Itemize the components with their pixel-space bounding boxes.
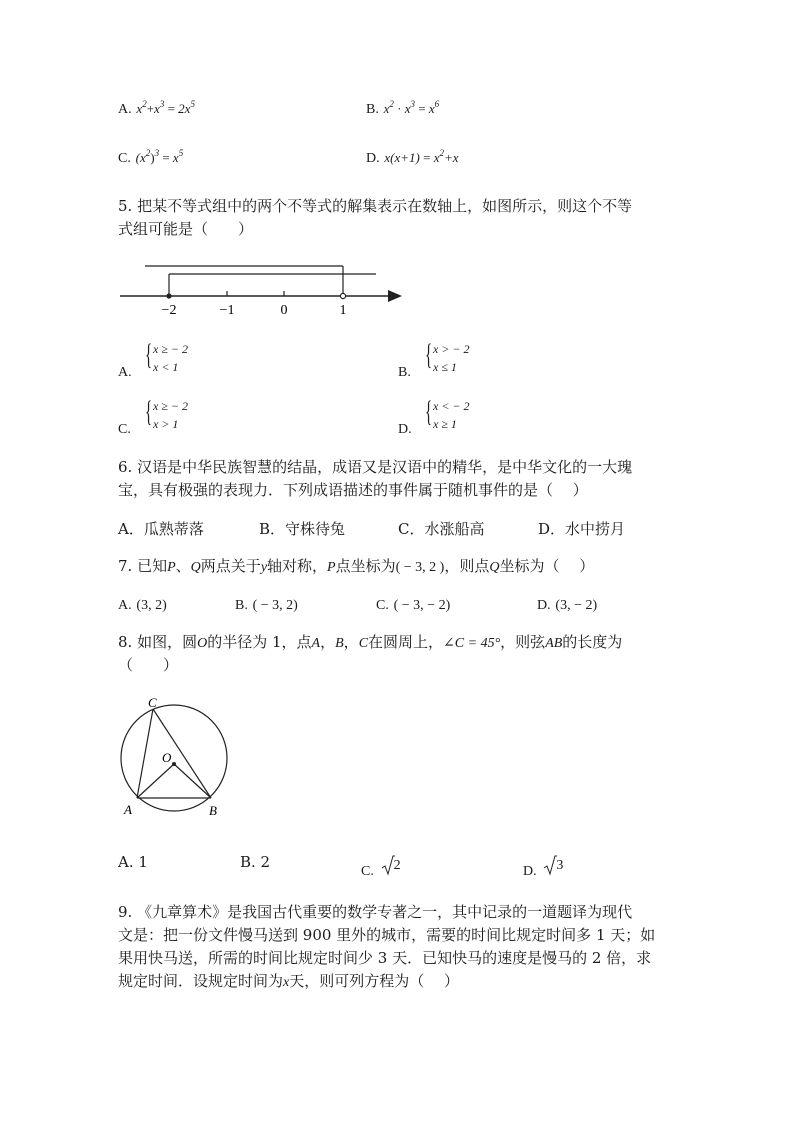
q7-option-b[interactable]: B. ( − 3, 2) — [235, 598, 298, 613]
q4-option-a[interactable]: A. $x^2+x^3 = 2x^5$ — [118, 99, 195, 117]
q5-option-c[interactable]: C. — [118, 422, 131, 437]
q9-line1: 9. 《九章算术》是我国古代重要的数学专著之一，其中记录的一道题译为现代 — [118, 903, 633, 921]
q6-stem-line2: 宝，具有极强的表现力．下列成语描述的事件属于随机事件的是（ ） — [118, 481, 588, 499]
q6-option-c[interactable]: C．水涨船高 — [398, 520, 485, 538]
q8-option-d[interactable]: D. 3 — [523, 855, 563, 882]
q4-option-c[interactable]: C. $(x^2)^3 = x^5$ — [118, 148, 184, 166]
q5-open-point — [340, 293, 345, 298]
q8-label-o: O — [162, 750, 172, 765]
q7-option-d[interactable]: D. (3, − 2) — [537, 598, 598, 613]
q6-option-b[interactable]: B．守株待兔 — [259, 520, 346, 538]
q8-center-point — [172, 762, 176, 766]
q9-line4: 规定时间．设规定时间为x天，则可列方程为（ ） — [118, 972, 460, 990]
q8-stem-line1: 8. 如图，圆O的半径为 1，点A，B，C在圆周上，∠C = 45°，则弦AB的长度为 — [118, 633, 623, 651]
q8-label-a: A — [124, 802, 132, 817]
q4-option-d[interactable]: D. $x(x+1) = x^2+x$ — [366, 148, 459, 166]
q7-stem: 7. 已知P、Q两点关于y轴对称，P点坐标为( − 3, 2 )，则点Q坐标为（ ） — [118, 557, 595, 575]
q5-option-a[interactable]: A. — [118, 365, 132, 380]
q9-line2: 文是：把一份文件慢马送到 900 里外的城市，需要的时间比规定时间多 1 天；如 — [118, 926, 656, 944]
q4-d-expression: $x(x+1) = x^2+x$ — [384, 148, 459, 165]
q4-option-b[interactable]: B. $x^2 \cdot x^3 = x^6$ — [366, 99, 440, 117]
q5-closed-point — [166, 293, 171, 298]
q5-label-one: 1 — [339, 303, 347, 318]
q8-label-c: C — [148, 695, 157, 710]
q8-label-b: B — [209, 803, 217, 818]
q6-option-a[interactable]: A．瓜熟蒂落 — [118, 520, 204, 538]
q8-option-b[interactable]: B. 2 — [240, 853, 271, 871]
q4-b-expression: $x^2 \cdot x^3 = x^6$ — [383, 99, 440, 116]
q5-label-zero: 0 — [280, 303, 288, 318]
q4-c-expression: $(x^2)^3 = x^5$ — [135, 148, 184, 165]
q8-circle — [121, 705, 227, 811]
q9-line3: 果用快马送，所需的时间比规定时间少 3 天．已知快马的速度是慢马的 2 倍，求 — [118, 949, 652, 967]
q8-option-a[interactable]: A. 1 — [118, 853, 148, 871]
q5-label-minus2: −2 — [161, 303, 177, 318]
q8-chord-ca — [137, 709, 153, 798]
q5-option-b[interactable]: B. — [398, 365, 411, 380]
q5-option-d[interactable]: D. — [398, 422, 412, 437]
q7-option-a[interactable]: A. (3, 2) — [118, 598, 167, 613]
q5-label-minus1: −1 — [219, 303, 235, 318]
q8-angle: ∠C = 45° — [443, 636, 501, 651]
q7-p-coordinate: ( − 3, 2 ) — [395, 560, 445, 575]
q5-number-line-figure — [110, 258, 410, 320]
q6-stem-line1: 6. 汉语是中华民族智慧的结晶，成语又是汉语中的精华，是中华文化的一大瑰 — [118, 458, 633, 476]
q8-c-radical-sign — [381, 855, 395, 877]
q7-option-c[interactable]: C. ( − 3, − 2) — [376, 598, 451, 613]
q4-a-expression: $x^2+x^3 = 2x^5$ — [136, 99, 195, 116]
q8-option-c[interactable]: C. 2 — [361, 855, 401, 882]
q8-stem-line2: （ ） — [118, 656, 179, 674]
q5-stem-line2: 式组可能是（ ） — [118, 220, 254, 238]
q5-axis-arrow — [388, 290, 402, 302]
q6-option-d[interactable]: D．水中捞月 — [538, 520, 626, 538]
q5-stem-line1: 5. 把某不等式组中的两个不等式的解集表示在数轴上，如图所示，则这个不等 — [118, 197, 633, 215]
q8-circle-figure — [112, 694, 242, 822]
